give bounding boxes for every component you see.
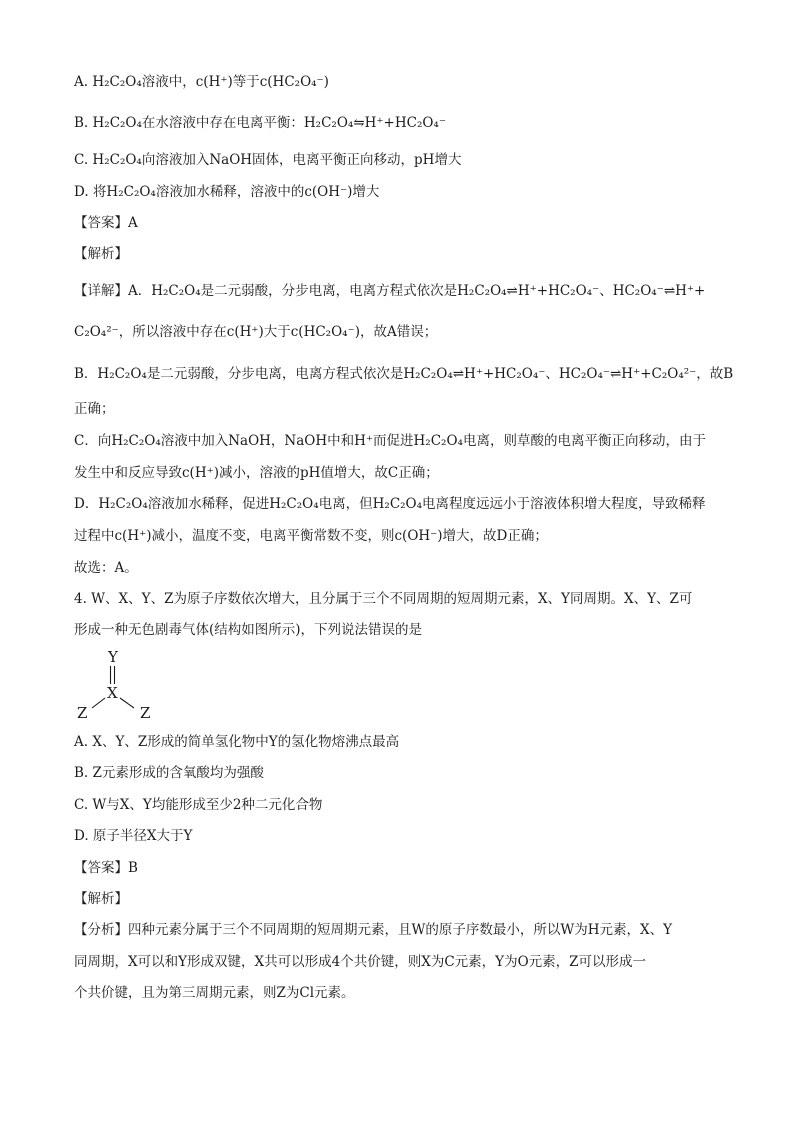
atom-z-right: Z [140,704,151,722]
line-12: 发生中和反应导致c(H⁺)减小，溶液的pH值增大，故C正确； [74,465,439,481]
line-1: A. H₂C₂O₄溶液中，c(H⁺)等于c(HC₂O₄⁻) [74,74,329,90]
atom-z-left: Z [77,704,88,722]
line-10: 正确； [74,401,115,417]
answer-label-2: 【答案】B [74,860,138,876]
analysis-line-2: 同周期，X可以和Y形成双键，X共可以形成4个共价键，则X为C元素，Y为O元素，Z可以形成一 [74,954,647,970]
option-d: D. 原子半径X大于Y [74,828,193,844]
atom-x: X [107,684,118,702]
option-b: B. Z元素形成的含氧酸均为强酸 [74,765,264,781]
option-a: A. X、Y、Z形成的简单氢化物中Y的氢化物熔沸点最高 [74,734,400,750]
line-11: C．向H₂C₂O₄溶液中加入NaOH，NaOH中和H⁺而促进H₂C₂O₄电离，则草酸的电离平衡正向移动，由于 [74,433,706,449]
line-7: 【详解】A．H₂C₂O₄是二元弱酸，分步电离，电离方程式依次是H₂C₂O₄⇌H⁺+HC₂O₄⁻、HC₂O₄⁻⇌H⁺+ [74,283,706,299]
line-13: D．H₂C₂O₄溶液加水稀释，促进H₂C₂O₄电离，但H₂C₂O₄电离程度远远小于溶液体积增大程度，导致稀释 [74,496,706,512]
line-3: C. H₂C₂O₄向溶液加入NaOH固体，电离平衡正向移动，pH增大 [74,152,462,168]
answer-label-1: 【答案】A [74,215,138,231]
option-c: C. W与X、Y均能形成至少2种二元化合物 [74,797,323,813]
atom-y: Y [108,648,118,666]
analysis-label-2: 【解析】 [74,891,128,907]
analysis-line-3: 个共价键，且为第三周期元素，则Z为Cl元素。 [74,985,355,1001]
line-9: B．H₂C₂O₄是二元弱酸，分步电离，电离方程式依次是H₂C₂O₄⇌H⁺+HC₂O₄⁻、HC₂O₄⁻⇌H⁺+C₂O₄²⁻，故B [74,366,734,382]
line-15: 故选：A。 [74,560,138,576]
question-4-line-2: 形成一种无色剧毒气体(结构如图所示)，下列说法错误的是 [74,622,423,638]
line-2: B. H₂C₂O₄在水溶液中存在电离平衡：H₂C₂O₄⇋H⁺+HC₂O₄⁻ [74,115,446,131]
line-8: C₂O₄²⁻，所以溶液中存在c(H⁺)大于c(HC₂O₄⁻)，故A错误； [74,324,438,340]
line-14: 过程中c(H⁺)减小，温度不变，电离平衡常数不变，则c(OH⁻)增大，故D正确； [74,528,548,544]
line-4: D. 将H₂C₂O₄溶液加水稀释，溶液中的c(OH⁻)增大 [74,184,380,200]
question-4-line-1: 4. W、X、Y、Z为原子序数依次增大，且分属于三个不同周期的短周期元素，X、Y同周期。X、Y、Z可 [74,591,693,607]
analysis-label-1: 【解析】 [74,246,128,262]
analysis-line-1: 【分析】四种元素分属于三个不同周期的短周期元素，且W的原子序数最小，所以W为H元素，X、Y [74,922,673,938]
molecule-structure [72,648,172,720]
